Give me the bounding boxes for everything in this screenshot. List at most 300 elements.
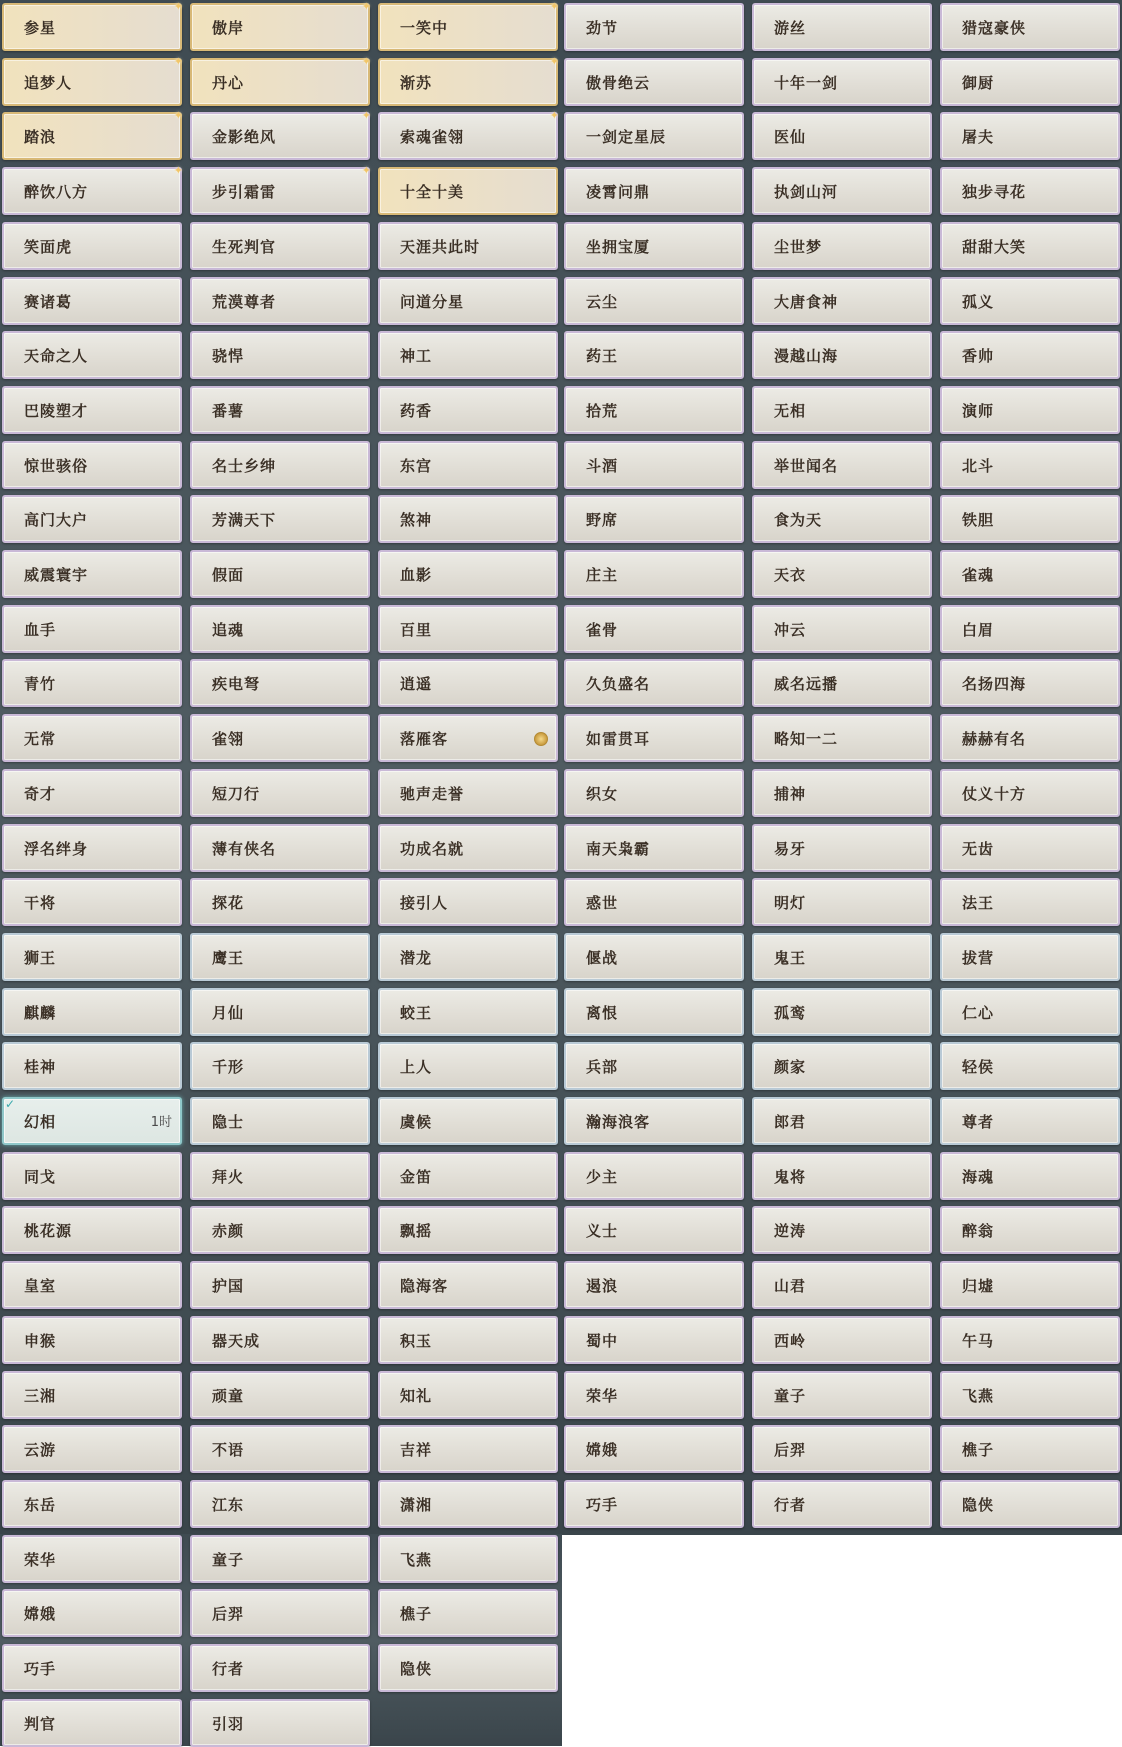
title-label: 东岳 xyxy=(24,1495,57,1514)
title-tile[interactable] xyxy=(2,1589,182,1637)
title-tile[interactable] xyxy=(190,495,370,543)
title-label: 屠夫 xyxy=(962,127,995,146)
title-label: 久负盛名 xyxy=(586,674,651,693)
title-tile[interactable] xyxy=(378,1371,558,1419)
title-tile[interactable] xyxy=(940,1425,1120,1473)
title-label: 仗义十方 xyxy=(962,784,1027,803)
title-label: 无齿 xyxy=(962,839,995,858)
title-tile[interactable] xyxy=(564,1042,744,1090)
title-tile[interactable] xyxy=(190,164,371,215)
title-tile[interactable] xyxy=(752,1097,932,1145)
title-tile[interactable] xyxy=(940,659,1120,707)
title-tile[interactable] xyxy=(378,933,558,981)
title-label: 月仙 xyxy=(212,1003,245,1022)
title-tile[interactable] xyxy=(190,1425,370,1473)
title-label: 十全十美 xyxy=(400,182,465,201)
title-tile[interactable] xyxy=(564,933,744,981)
title-tile[interactable] xyxy=(564,988,744,1036)
title-tile[interactable] xyxy=(378,441,558,489)
title-tile[interactable] xyxy=(564,331,744,379)
title-tile[interactable] xyxy=(2,605,182,653)
star-icon: ✦ xyxy=(361,109,371,122)
title-tile[interactable] xyxy=(190,331,370,379)
title-tile[interactable] xyxy=(190,277,370,325)
title-label: 凌霄问鼎 xyxy=(586,182,651,201)
title-label: 索魂雀翎 xyxy=(400,127,465,146)
title-label: 行者 xyxy=(212,1659,245,1678)
title-tile[interactable] xyxy=(378,1097,558,1145)
title-tile[interactable] xyxy=(378,1425,558,1473)
title-tile[interactable] xyxy=(564,58,744,106)
title-label: 渐苏 xyxy=(400,73,433,92)
title-label: 天涯共此时 xyxy=(400,237,481,256)
title-tile[interactable] xyxy=(752,1480,932,1528)
title-tile[interactable] xyxy=(940,386,1120,434)
title-tile[interactable] xyxy=(2,1644,182,1692)
title-tile[interactable] xyxy=(940,112,1120,160)
title-tile[interactable] xyxy=(2,1371,182,1419)
title-tile[interactable] xyxy=(564,1097,744,1145)
title-tile[interactable] xyxy=(190,1371,370,1419)
title-tile[interactable] xyxy=(2,1535,182,1583)
title-label: 芳满天下 xyxy=(212,510,277,529)
title-tile[interactable] xyxy=(564,441,744,489)
title-tile[interactable] xyxy=(752,1425,932,1473)
check-icon: ✓ xyxy=(5,1097,16,1111)
title-label: 踏浪 xyxy=(24,127,57,146)
title-tile[interactable] xyxy=(378,386,558,434)
title-tile[interactable] xyxy=(2,55,183,106)
title-tile[interactable] xyxy=(190,55,371,106)
title-tile[interactable] xyxy=(940,1097,1120,1145)
title-tile[interactable] xyxy=(378,1644,558,1692)
title-tile[interactable] xyxy=(378,277,558,325)
title-tile[interactable] xyxy=(2,1042,182,1090)
title-label: 引羽 xyxy=(212,1714,245,1733)
title-tile[interactable] xyxy=(378,222,558,270)
title-label: 荒漠尊者 xyxy=(212,292,277,311)
title-tile[interactable] xyxy=(940,3,1120,51)
title-tile[interactable] xyxy=(940,222,1120,270)
title-label: 功成名就 xyxy=(400,839,465,858)
title-tile[interactable] xyxy=(190,222,370,270)
title-label: 蜀中 xyxy=(586,1331,619,1350)
title-tile[interactable] xyxy=(752,112,932,160)
title-label: 冲云 xyxy=(774,620,807,639)
title-label: 同戈 xyxy=(24,1167,57,1186)
title-tile[interactable] xyxy=(752,386,932,434)
title-tile[interactable] xyxy=(752,58,932,106)
title-label: 知礼 xyxy=(400,1386,433,1405)
title-label: 童子 xyxy=(774,1386,807,1405)
title-tile[interactable] xyxy=(378,1152,558,1200)
title-tile[interactable] xyxy=(378,1261,558,1309)
title-label: 东宫 xyxy=(400,456,433,475)
title-tile[interactable] xyxy=(564,386,744,434)
title-tile[interactable] xyxy=(940,58,1120,106)
title-label: 千形 xyxy=(212,1057,245,1076)
title-label: 兵部 xyxy=(586,1057,619,1076)
title-label: 十年一剑 xyxy=(774,73,839,92)
title-tile[interactable] xyxy=(564,495,744,543)
title-tile[interactable] xyxy=(190,1261,370,1309)
title-tile[interactable] xyxy=(2,824,182,872)
title-tile[interactable] xyxy=(564,1425,744,1473)
title-label: 庄主 xyxy=(586,565,619,584)
title-tile[interactable] xyxy=(2,222,182,270)
title-tile[interactable] xyxy=(190,1644,370,1692)
title-label: 嫦娥 xyxy=(586,1440,619,1459)
coin-icon xyxy=(534,732,548,746)
title-tile[interactable] xyxy=(940,769,1120,817)
title-label: 游丝 xyxy=(774,18,807,37)
title-tile[interactable] xyxy=(564,1206,744,1254)
title-tile[interactable] xyxy=(940,495,1120,543)
title-label: 巧手 xyxy=(586,1495,619,1514)
title-tile[interactable] xyxy=(752,495,932,543)
title-label: 名士乡绅 xyxy=(212,456,277,475)
title-label: 潜龙 xyxy=(400,948,433,967)
title-label: 步引霜雷 xyxy=(212,182,277,201)
title-label: 飘摇 xyxy=(400,1221,433,1240)
title-label: 笑面虎 xyxy=(24,237,73,256)
title-tile[interactable] xyxy=(940,605,1120,653)
title-label: 问道分星 xyxy=(400,292,465,311)
title-label: 偃战 xyxy=(586,948,619,967)
title-label: 雀翎 xyxy=(212,729,245,748)
title-tile[interactable] xyxy=(2,1097,182,1145)
title-tile[interactable] xyxy=(752,1316,932,1364)
title-tile[interactable] xyxy=(2,878,182,926)
title-tile[interactable] xyxy=(190,1042,370,1090)
title-tile[interactable] xyxy=(190,441,370,489)
title-tile[interactable] xyxy=(564,714,744,762)
title-label: 孤鸾 xyxy=(774,1003,807,1022)
title-tile[interactable] xyxy=(940,1206,1120,1254)
title-tile[interactable] xyxy=(2,659,182,707)
title-label: 樵子 xyxy=(962,1440,995,1459)
star-icon: ✦ xyxy=(361,55,371,68)
title-tile[interactable] xyxy=(940,714,1120,762)
title-tile[interactable] xyxy=(2,1206,182,1254)
title-label: 易牙 xyxy=(774,839,807,858)
title-tile[interactable] xyxy=(752,550,932,598)
title-label: 浮名绊身 xyxy=(24,839,89,858)
title-tile[interactable] xyxy=(564,112,744,160)
title-label: 护国 xyxy=(212,1276,245,1295)
title-tile[interactable] xyxy=(190,1589,370,1637)
title-tile[interactable] xyxy=(564,550,744,598)
title-tile[interactable] xyxy=(940,550,1120,598)
title-label: 顽童 xyxy=(212,1386,245,1405)
star-icon: ✦ xyxy=(173,55,183,68)
title-label: 飞燕 xyxy=(962,1386,995,1405)
title-tile[interactable] xyxy=(752,1152,932,1200)
title-tile[interactable] xyxy=(564,878,744,926)
title-label: 童子 xyxy=(212,1550,245,1569)
title-tile[interactable] xyxy=(190,550,370,598)
title-tile[interactable] xyxy=(190,933,370,981)
title-tile[interactable] xyxy=(564,769,744,817)
title-label: 尊者 xyxy=(962,1112,995,1131)
title-tile[interactable] xyxy=(752,988,932,1036)
title-tile[interactable] xyxy=(2,109,183,160)
title-label: 坐拥宝厦 xyxy=(586,237,651,256)
title-tile[interactable] xyxy=(564,167,744,215)
title-tile[interactable] xyxy=(752,167,932,215)
title-tile[interactable] xyxy=(378,769,558,817)
title-tile[interactable] xyxy=(940,933,1120,981)
title-tile[interactable] xyxy=(378,1535,558,1583)
title-tile[interactable] xyxy=(378,878,558,926)
title-tile[interactable] xyxy=(2,714,182,762)
title-tile[interactable] xyxy=(190,769,370,817)
title-label: 拾荒 xyxy=(586,401,619,420)
title-tile[interactable] xyxy=(378,0,559,51)
title-tile[interactable] xyxy=(378,109,559,160)
title-label: 轻侯 xyxy=(962,1057,995,1076)
title-tile[interactable] xyxy=(940,1042,1120,1090)
title-label: 劲节 xyxy=(586,18,619,37)
title-tile[interactable] xyxy=(378,824,558,872)
title-label: 不语 xyxy=(212,1440,245,1459)
title-label: 一剑定星辰 xyxy=(586,127,667,146)
title-label: 拔营 xyxy=(962,948,995,967)
title-tile[interactable] xyxy=(2,331,182,379)
title-tile[interactable] xyxy=(752,1261,932,1309)
title-label: 如雷贯耳 xyxy=(586,729,651,748)
title-tile[interactable] xyxy=(752,1206,932,1254)
title-tile[interactable] xyxy=(2,0,183,51)
title-tile[interactable] xyxy=(752,1371,932,1419)
title-tile[interactable] xyxy=(190,659,370,707)
title-tile[interactable] xyxy=(2,1152,182,1200)
title-label: 幻相 xyxy=(24,1112,57,1131)
title-tile[interactable] xyxy=(378,331,558,379)
title-tile[interactable] xyxy=(190,109,371,160)
title-label: 孤义 xyxy=(962,292,995,311)
title-tile[interactable] xyxy=(752,659,932,707)
title-tile[interactable] xyxy=(378,1316,558,1364)
title-label: 隐海客 xyxy=(400,1276,449,1295)
title-tile[interactable] xyxy=(752,933,932,981)
title-label: 明灯 xyxy=(774,893,807,912)
title-label: 鹰王 xyxy=(212,948,245,967)
title-tile[interactable] xyxy=(378,1206,558,1254)
title-tile[interactable] xyxy=(378,1589,558,1637)
title-label: 遏浪 xyxy=(586,1276,619,1295)
title-tile[interactable] xyxy=(378,495,558,543)
title-tile[interactable] xyxy=(2,1425,182,1473)
title-label: 疾电弩 xyxy=(212,674,261,693)
title-label: 探花 xyxy=(212,893,245,912)
title-tile[interactable] xyxy=(2,550,182,598)
title-tile[interactable] xyxy=(564,1480,744,1528)
star-icon: ✦ xyxy=(173,109,183,122)
title-tile[interactable] xyxy=(2,1480,182,1528)
title-tile[interactable] xyxy=(378,1480,558,1528)
title-label: 虞候 xyxy=(400,1112,433,1131)
title-tile[interactable] xyxy=(564,1371,744,1419)
title-tile[interactable] xyxy=(190,1480,370,1528)
title-tile[interactable] xyxy=(378,1042,558,1090)
title-label: 逆涛 xyxy=(774,1221,807,1240)
title-tile[interactable] xyxy=(564,1152,744,1200)
title-tile[interactable] xyxy=(2,277,182,325)
title-label: 金笛 xyxy=(400,1167,433,1186)
title-label: 法王 xyxy=(962,893,995,912)
title-tile[interactable] xyxy=(378,988,558,1036)
title-tile[interactable] xyxy=(2,441,182,489)
title-label: 惑世 xyxy=(586,893,619,912)
title-tile[interactable] xyxy=(2,495,182,543)
title-tile[interactable] xyxy=(2,933,182,981)
star-icon: ✦ xyxy=(549,55,559,68)
title-tile[interactable] xyxy=(940,331,1120,379)
title-tile[interactable] xyxy=(190,1699,370,1747)
title-tile[interactable] xyxy=(752,331,932,379)
title-tile[interactable] xyxy=(752,441,932,489)
title-label: 接引人 xyxy=(400,893,449,912)
title-label: 嫦娥 xyxy=(24,1604,57,1623)
title-label: 演师 xyxy=(962,401,995,420)
title-tile[interactable] xyxy=(940,988,1120,1036)
title-tile[interactable] xyxy=(564,1261,744,1309)
title-tile[interactable] xyxy=(940,1261,1120,1309)
title-label: 捕神 xyxy=(774,784,807,803)
title-tile[interactable] xyxy=(564,3,744,51)
title-label: 雀骨 xyxy=(586,620,619,639)
star-icon: ✦ xyxy=(549,0,559,13)
title-tile[interactable] xyxy=(940,1371,1120,1419)
title-label: 独步寻花 xyxy=(962,182,1027,201)
title-label: 三湘 xyxy=(24,1386,57,1405)
title-label: 逍遥 xyxy=(400,674,433,693)
title-label: 落雁客 xyxy=(400,729,449,748)
title-label: 雀魂 xyxy=(962,565,995,584)
title-label: 归墟 xyxy=(962,1276,995,1295)
title-tile[interactable] xyxy=(564,1316,744,1364)
title-tile[interactable] xyxy=(940,1152,1120,1200)
title-label: 隐侠 xyxy=(400,1659,433,1678)
title-tile[interactable] xyxy=(2,1261,182,1309)
title-label: 天衣 xyxy=(774,565,807,584)
title-tile[interactable] xyxy=(940,824,1120,872)
title-tile[interactable] xyxy=(378,167,558,215)
title-tile[interactable] xyxy=(190,988,370,1036)
title-label: 白眉 xyxy=(962,620,995,639)
title-tile[interactable] xyxy=(190,714,370,762)
title-label: 桂神 xyxy=(24,1057,57,1076)
title-label: 香帅 xyxy=(962,346,995,365)
title-tile[interactable] xyxy=(190,386,370,434)
title-tile[interactable] xyxy=(940,277,1120,325)
title-label: 一笑中 xyxy=(400,18,449,37)
title-label: 荣华 xyxy=(24,1550,57,1569)
title-tile[interactable] xyxy=(752,878,932,926)
title-label: 斗酒 xyxy=(586,456,619,475)
title-tile[interactable] xyxy=(2,164,183,215)
title-label: 义士 xyxy=(586,1221,619,1240)
title-tile[interactable] xyxy=(564,659,744,707)
title-label: 猎寇豪侠 xyxy=(962,18,1027,37)
title-tile[interactable] xyxy=(190,1535,370,1583)
title-label: 假面 xyxy=(212,565,245,584)
title-tile[interactable] xyxy=(752,605,932,653)
title-label: 飞燕 xyxy=(400,1550,433,1569)
title-label: 上人 xyxy=(400,1057,433,1076)
title-label: 颜家 xyxy=(774,1057,807,1076)
title-label: 举世闻名 xyxy=(774,456,839,475)
title-label: 申猴 xyxy=(24,1331,57,1350)
title-label: 干将 xyxy=(24,893,57,912)
title-tile[interactable] xyxy=(378,714,558,762)
title-tile[interactable] xyxy=(2,988,182,1036)
title-tile[interactable] xyxy=(564,605,744,653)
title-tile[interactable] xyxy=(752,3,932,51)
title-label: 生死判官 xyxy=(212,237,277,256)
title-label: 皇室 xyxy=(24,1276,57,1295)
title-tile[interactable] xyxy=(752,1042,932,1090)
title-label: 江东 xyxy=(212,1495,245,1514)
title-tile[interactable] xyxy=(378,55,559,106)
title-label: 仁心 xyxy=(962,1003,995,1022)
star-icon: ✦ xyxy=(361,164,371,177)
title-tile[interactable] xyxy=(564,222,744,270)
title-tile[interactable] xyxy=(190,1206,370,1254)
title-label: 海魂 xyxy=(962,1167,995,1186)
title-tile[interactable] xyxy=(752,769,932,817)
title-tile[interactable] xyxy=(752,222,932,270)
title-label: 大唐食神 xyxy=(774,292,839,311)
title-tile[interactable] xyxy=(752,824,932,872)
title-tile[interactable] xyxy=(190,0,371,51)
title-tile[interactable] xyxy=(940,167,1120,215)
title-tile[interactable] xyxy=(2,769,182,817)
title-label: 午马 xyxy=(962,1331,995,1350)
title-tile[interactable] xyxy=(2,1699,182,1747)
title-tile[interactable] xyxy=(940,1316,1120,1364)
title-tile[interactable] xyxy=(940,1480,1120,1528)
star-icon: ✦ xyxy=(173,164,183,177)
title-tile[interactable] xyxy=(190,1097,370,1145)
title-tile[interactable] xyxy=(378,550,558,598)
title-tile[interactable] xyxy=(752,714,932,762)
title-tile[interactable] xyxy=(2,386,182,434)
title-label: 尘世梦 xyxy=(774,237,823,256)
title-tile[interactable] xyxy=(564,824,744,872)
title-label: 血手 xyxy=(24,620,57,639)
title-tile[interactable] xyxy=(378,605,558,653)
title-tile[interactable] xyxy=(564,277,744,325)
title-tile[interactable] xyxy=(190,1152,370,1200)
title-label: 青竹 xyxy=(24,674,57,693)
title-tile[interactable] xyxy=(2,1316,182,1364)
title-tile[interactable] xyxy=(190,1316,370,1364)
title-tile[interactable] xyxy=(940,441,1120,489)
title-label: 山君 xyxy=(774,1276,807,1295)
title-tile[interactable] xyxy=(940,878,1120,926)
title-tile[interactable] xyxy=(190,824,370,872)
title-label: 后羿 xyxy=(774,1440,807,1459)
title-tile[interactable] xyxy=(752,277,932,325)
title-label: 巧手 xyxy=(24,1659,57,1678)
title-tile[interactable] xyxy=(190,605,370,653)
title-label: 赫赫有名 xyxy=(962,729,1027,748)
title-tile[interactable] xyxy=(378,659,558,707)
title-tile[interactable] xyxy=(190,878,370,926)
star-icon: ✦ xyxy=(549,109,559,122)
